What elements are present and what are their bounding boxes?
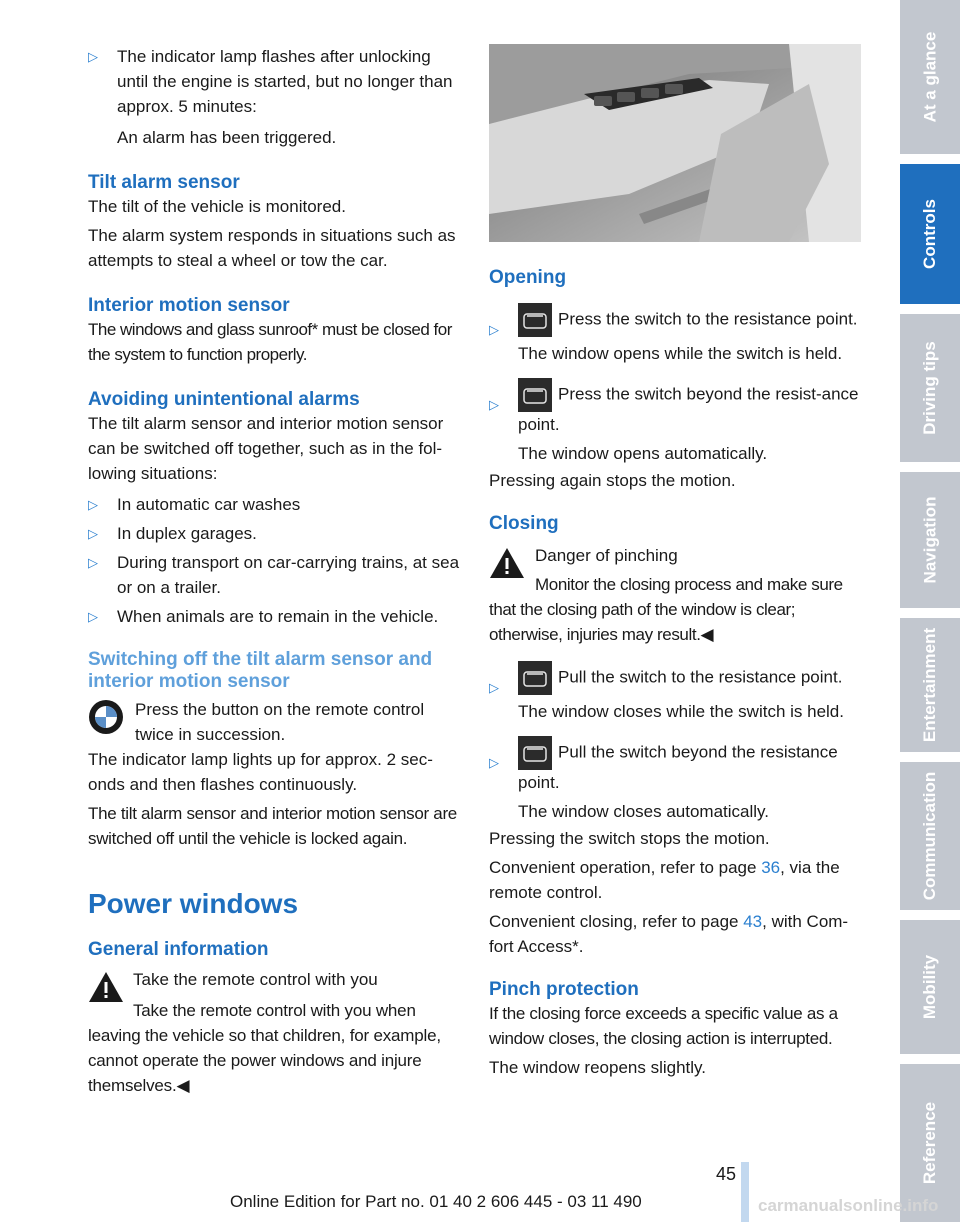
triangle-bullet-icon: ▷ <box>88 49 98 64</box>
avoiding-alarms-heading: Avoiding unintentional alarms <box>88 389 360 410</box>
triangle-bullet-icon: ▷ <box>88 555 98 570</box>
triangle-bullet-icon: ▷ <box>489 322 499 337</box>
door-panel-photo <box>489 44 861 242</box>
pinch-protection-heading: Pinch protection <box>489 979 639 1000</box>
list-item: ▷ In duplex garages. <box>88 521 464 546</box>
closing-heading: Closing <box>489 513 559 534</box>
list-item: ▷ Press the switch beyond the resist-ance point. The window opens automatically. <box>489 378 863 466</box>
page-link[interactable]: 36 <box>761 858 781 877</box>
triangle-bullet-icon: ▷ <box>489 680 499 695</box>
list-item: ▷ When animals are to remain in the vehicle. <box>88 604 464 629</box>
chapter-tabs <box>900 0 960 1222</box>
warning-triangle-icon <box>88 971 124 1003</box>
tab-navigation[interactable]: Navigation <box>900 472 960 608</box>
tab-at-a-glance[interactable]: At a glance <box>900 0 960 154</box>
warning-block: Danger of pinching Monitor the closing process and make sure that the closing path of the window is clear; otherwise, injuries may result.◀ <box>489 546 843 644</box>
warning-block: Take the remote control with you Take the remote control with you when leaving the vehicle so that children, for example, cannot operate the power windows and injure themselves.◀ <box>88 970 441 1095</box>
triangle-bullet-icon: ▷ <box>88 526 98 541</box>
triangle-bullet-icon: ▷ <box>88 497 98 512</box>
tab-mobility[interactable]: Mobility <box>900 920 960 1054</box>
page-number: 45 <box>716 1164 737 1184</box>
convenient-closing-text: Convenient closing, refer to page 43, with Com-fort Access*. <box>489 912 849 956</box>
list-item: ▷ Press the switch to the resistance point. The window opens while the switch is held. <box>489 303 863 366</box>
convenient-operation-text: Convenient operation, refer to page 36, via the remote control. <box>489 858 840 902</box>
bmw-logo-icon <box>88 699 124 735</box>
window-switch-icon <box>518 661 552 695</box>
tab-communication[interactable]: Communication <box>900 762 960 910</box>
triangle-bullet-icon: ▷ <box>88 609 98 624</box>
general-information-heading: General information <box>88 939 269 960</box>
list-item: ▷ During transport on car-carrying trains, at sea or on a trailer. <box>88 550 464 600</box>
switching-off-heading: Switching off the tilt alarm sensor and interior motion sensor <box>88 649 433 692</box>
remote-instruction: Press the button on the remote control twice in succession. <box>88 697 464 747</box>
page-marker <box>741 1162 749 1222</box>
opening-heading: Opening <box>489 267 567 288</box>
tab-driving-tips[interactable]: Driving tips <box>900 314 960 462</box>
left-column: ▷ The indicator lamp flashes after unlocking until the engine is started, but no longer than approx. 5 minutes: An alarm has been triggered. Tilt alarm sensor The tilt of the vehicle is monitored. The alarm system responds in situations such as attempts to steal a wheel or tow the car. Interior motion sensor The windows and glass sunroof* must be closed for the system to function properly. Avoiding unintentional alarms The tilt alarm sensor and interior motion sensor can be switched off together, such as in the fol-lowing situations: ▷ In automatic car washes ▷ In duplex garages. ▷ During transport on car-carrying trains, at sea or on a trailer. ▷ When animals are to remain in the vehicle. Switching off the tilt alarm sensor and interior motion sensor Press the button on the remote control twice in succession. The indicator lamp lights up for approx. 2 sec-onds and then flashes continuously. The tilt alarm sensor and interior motion sensor are switched off until the vehicle is locked again. Power windows General information Take the remote control with you Take the remote control with you when leaving the vehicle so that children, for example, cannot operate the power windows and injure themselves.◀ <box>88 44 464 1098</box>
list-item: ▷ In automatic car washes <box>88 492 464 517</box>
page-link[interactable]: 43 <box>743 912 763 931</box>
window-switch-icon <box>518 736 552 770</box>
footer-text: Online Edition for Part no. 01 40 2 606 445 - 03 11 490 <box>230 1192 642 1211</box>
triangle-bullet-icon: ▷ <box>489 397 499 412</box>
tab-entertainment[interactable]: Entertainment <box>900 618 960 752</box>
power-windows-title: Power windows <box>88 888 299 919</box>
window-switch-icon <box>518 303 552 337</box>
tab-reference[interactable]: Reference <box>900 1064 960 1222</box>
tilt-sensor-heading: Tilt alarm sensor <box>88 172 240 193</box>
tab-controls[interactable]: Controls <box>900 164 960 304</box>
right-column: Opening ▷ Press the switch to the resistance point. The window opens while the switch is held. ▷ Press the switch beyond the resist-ance point. The window opens automatically. Pressing again stops the motion. Closing Danger of pinching Monitor the closing process and make sure that the closing path of the window is clear; otherwise, injuries may result.◀ ▷ Pull the switch to the resistance point. The window closes while the switch is held. ▷ Pull the switch beyond the resistance point. The window closes automatically. Pressing the switch stops the motion. Convenient operation, refer to page 36, via the remote control. Convenient closing, refer to page 43, with Com-fort Access*. Pinch protection If the closing force exceeds a specific value as a window closes, the closing action is interrupted. The window reopens slightly. <box>489 44 863 1084</box>
list-item: ▷ Pull the switch to the resistance point. The window closes while the switch is held. <box>489 661 863 724</box>
warning-triangle-icon <box>489 547 525 579</box>
interior-sensor-heading: Interior motion sensor <box>88 295 290 316</box>
list-item: ▷ The indicator lamp flashes after unlocking until the engine is started, but no longer than approx. 5 minutes: An alarm has been triggered. <box>88 44 464 150</box>
triangle-bullet-icon: ▷ <box>489 755 499 770</box>
list-item: ▷ Pull the switch beyond the resistance point. The window closes automatically. <box>489 736 863 824</box>
watermark: carmanualsonline.info <box>758 1196 939 1215</box>
window-switch-icon <box>518 378 552 412</box>
